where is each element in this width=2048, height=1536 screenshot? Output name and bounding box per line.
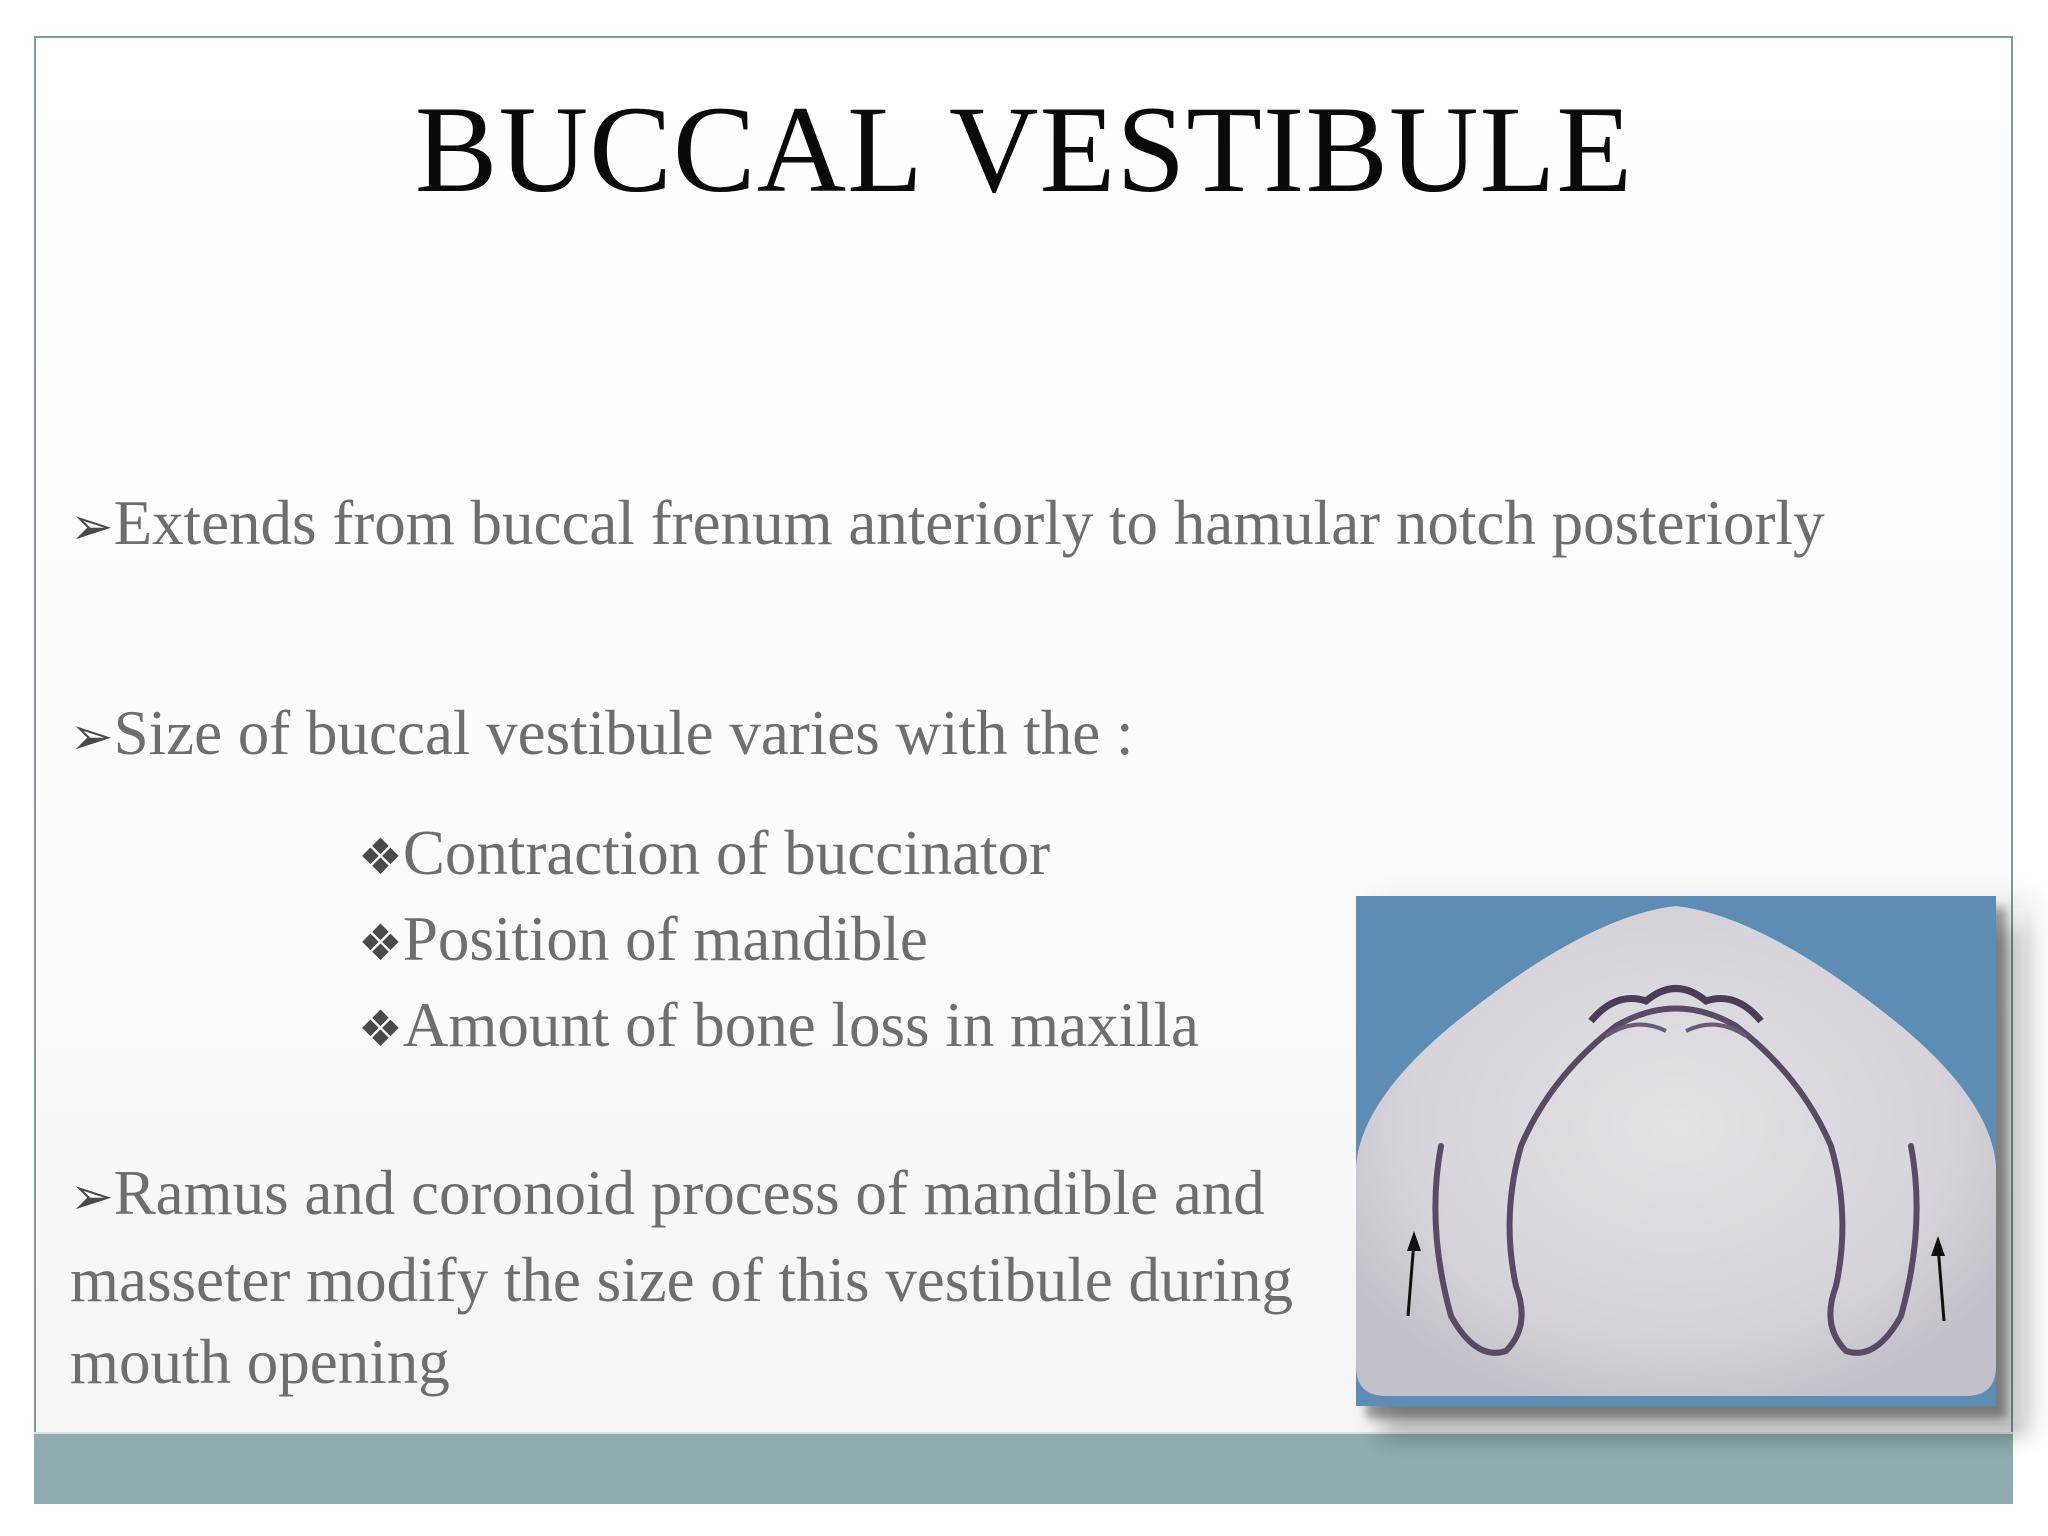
bullet-text: Size of buccal vestibule varies with the :: [113, 698, 1134, 768]
sub-bullet-item: [358, 984, 1358, 1070]
sub-bullet-item: [358, 898, 1358, 984]
sub-bullet-list: [358, 812, 1358, 1070]
sub-bullet-text: Amount of bone loss in maxilla: [402, 990, 1200, 1060]
maxillary-cast-photo: [1356, 896, 1996, 1406]
bottom-band: [34, 1432, 2013, 1504]
bullet-text: Extends from buccal frenum anteriorly to hamular notch posteriorly: [113, 488, 1825, 558]
arrow-bullet-icon: ➢: [70, 1169, 114, 1226]
diamond-bullet-icon: ❖: [358, 915, 403, 971]
slide-title: BUCCAL VESTIBULE: [414, 81, 1634, 218]
bullet-ramus: [70, 1152, 1360, 1403]
bullet-text: Ramus and coronoid process of mandible and masseter modify the size of this vestibule during mouth opening: [70, 1158, 1293, 1397]
sub-bullet-text: Position of mandible: [402, 904, 928, 974]
sub-bullet-item: [358, 812, 1358, 898]
diamond-bullet-icon: ❖: [358, 829, 403, 885]
cast-photo-svg: [1356, 896, 1996, 1406]
bullet-size: [70, 692, 1770, 779]
bullet-extends: [70, 482, 1978, 569]
arrow-bullet-icon: ➢: [70, 499, 114, 556]
sub-bullet-text: Contraction of buccinator: [402, 818, 1051, 888]
arrow-bullet-icon: ➢: [70, 709, 114, 766]
diamond-bullet-icon: ❖: [358, 1001, 403, 1057]
